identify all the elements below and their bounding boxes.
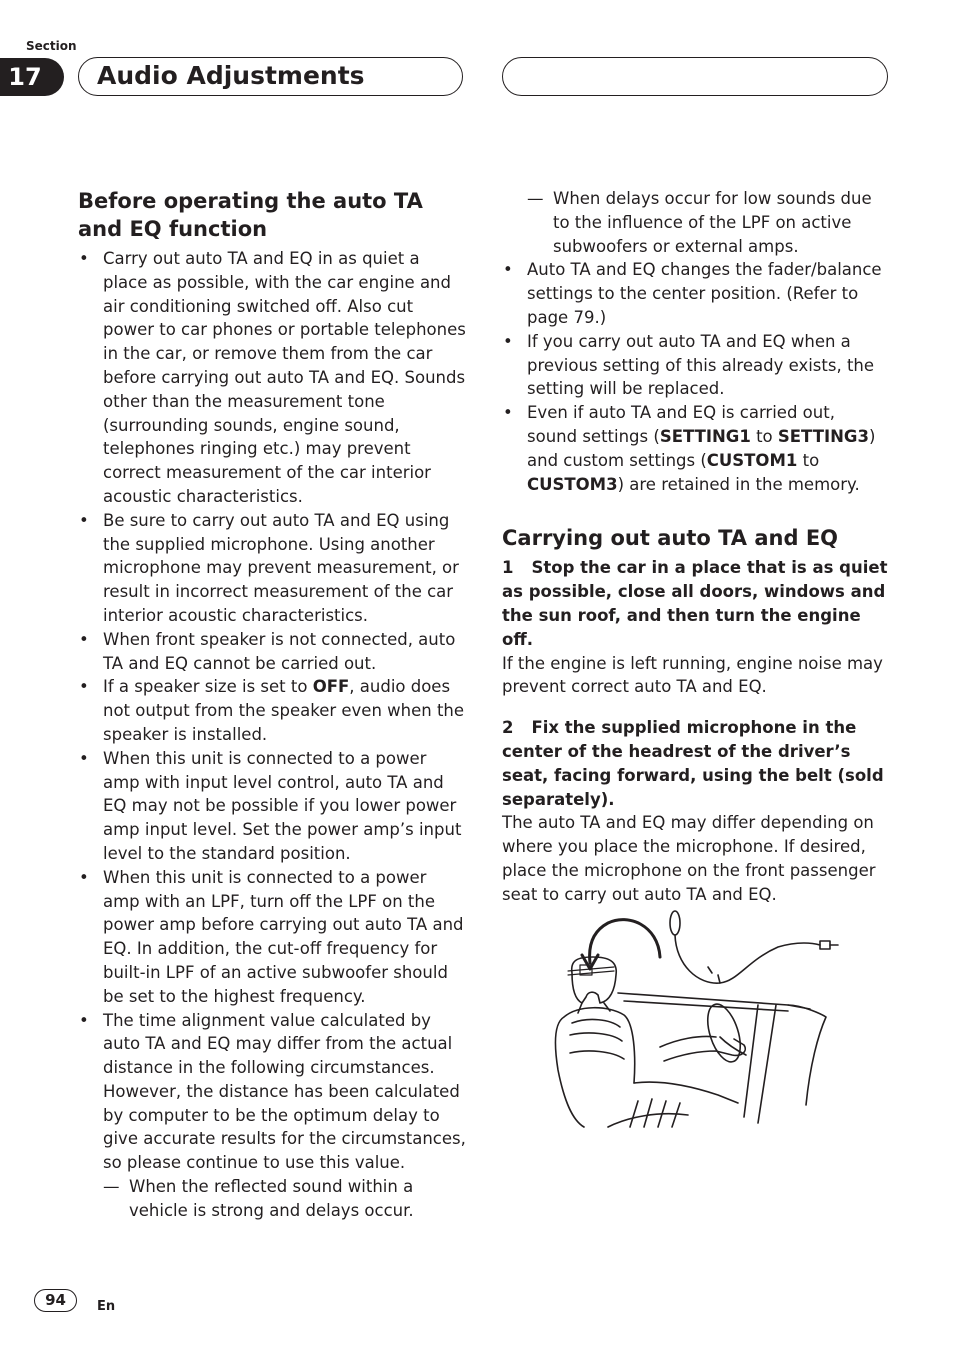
notes-list [502,258,890,496]
dash-item-text: When delays occur for low sounds due to the influence of the LPF on active subwoofers or external amps. [553,189,872,256]
custom3-label: CUSTOM3 [527,474,618,494]
list-item: • Carry out auto TA and EQ in as quiet a place as possible, with the car engine and air conditioning switched off. Also cut power to car phones or portable telephones in the car, or remove them from the car before carrying out auto TA and EQ. Sounds other than the measurement tone (surrounding sounds, engine sound, telephones ringing etc.) may prevent correct measurement of the car interior acoustic characteristics. [78,247,466,509]
steering-wheel-icon [701,1000,746,1066]
header-right-box [502,57,888,96]
step-title-text: Stop the car in a place that is as quiet as possible, close all doors, windows and the sun roof, and then turn the engine off. [502,558,888,649]
list-item-bold: OFF [312,677,350,697]
section-heading-before-operating: Before operating the auto TA and EQ function [78,189,423,241]
list-item: • When this unit is connected to a power amp with input level control, auto TA and EQ may not be possible if you lower power amp input level. Set the power amp’s input level to the standard position. [78,747,466,866]
setting1-label: SETTING1 [659,426,751,446]
placement-arrow [590,920,660,963]
dash-item-text: When the reflected sound within a vehicle is strong and delays occur. [129,1177,414,1220]
step-title-text: Fix the supplied microphone in the center of the headrest of the driver’s seat, facing forward, using the belt (sold separately). [502,718,884,809]
list-item-text: ) are retained in the memory. [617,474,860,494]
page-title: Audio Adjustments [78,57,463,96]
step-number: 2 [502,718,514,738]
step-number: 1 [502,558,514,578]
microphone-icon [670,911,680,935]
dash-marker: — [103,1177,120,1197]
custom1-label: CUSTOM1 [706,450,798,470]
list-item [78,675,466,746]
list-item: • When this unit is connected to a power amp with an LPF, turn off the LPF on the power amp before carrying out auto TA and EQ. In addition, the cut-off frequency for built-in LPF of an active subwoofer should be set to the highest frequency. [78,866,466,1009]
list-item: • If you carry out auto TA and EQ when a previous setting of this already exists, the setting will be replaced. [502,330,890,401]
step-2-title [502,716,890,811]
section-heading-carrying-out: Carrying out auto TA and EQ [502,526,839,551]
dash-marker: — [527,189,544,208]
setting3-label: SETTING3 [777,426,869,446]
precautions-list [78,247,466,1175]
dash-item [78,1175,466,1223]
list-item [502,401,890,496]
list-item-text: to [750,426,778,446]
list-item: • The time alignment value calculated by auto TA and EQ may differ from the actual distance in the following circumstances. However, the distance has been calculated by computer to be the optimum delay to give accurate results for the circumstances, so please continue to use this value. [78,1009,466,1176]
list-item-text: If a speaker size is set to [103,677,313,697]
list-item: • When front speaker is not connected, auto TA and EQ cannot be carried out. [78,628,466,676]
list-item-text: Even if auto TA and EQ is carried out, sound settings ( [527,403,835,446]
microphone-installation-illustration [548,905,848,1135]
left-column [78,187,466,1223]
list-item-text: ) and custom settings ( [527,426,876,470]
language-code: En [97,1299,116,1314]
page-number: 94 [34,1289,77,1312]
section-label: Section [26,39,77,53]
dash-item [502,187,890,258]
step-1-body: If the engine is left running, engine noise may prevent correct auto TA and EQ. [502,653,883,697]
step-2-body: The auto TA and EQ may differ depending on where you place the microphone. If desired, place the microphone on the front passenger seat to carry out auto TA and EQ. [502,813,876,904]
list-item: • Be sure to carry out auto TA and EQ using the supplied microphone. Using another microphone may prevent measurement, or result in incorrect measurement of the car interior acoustic characteristics. [78,509,466,628]
list-item-text: to [797,450,820,470]
list-item-text: , audio does not output from the speaker even when the speaker is installed. [103,677,465,744]
right-column [502,187,890,907]
list-item: • Auto TA and EQ changes the fader/balance settings to the center position. (Refer to page 79.) [502,258,890,329]
section-number-badge: 17 [0,58,64,96]
seat-icon [556,1008,635,1127]
step-1-title [502,556,890,651]
